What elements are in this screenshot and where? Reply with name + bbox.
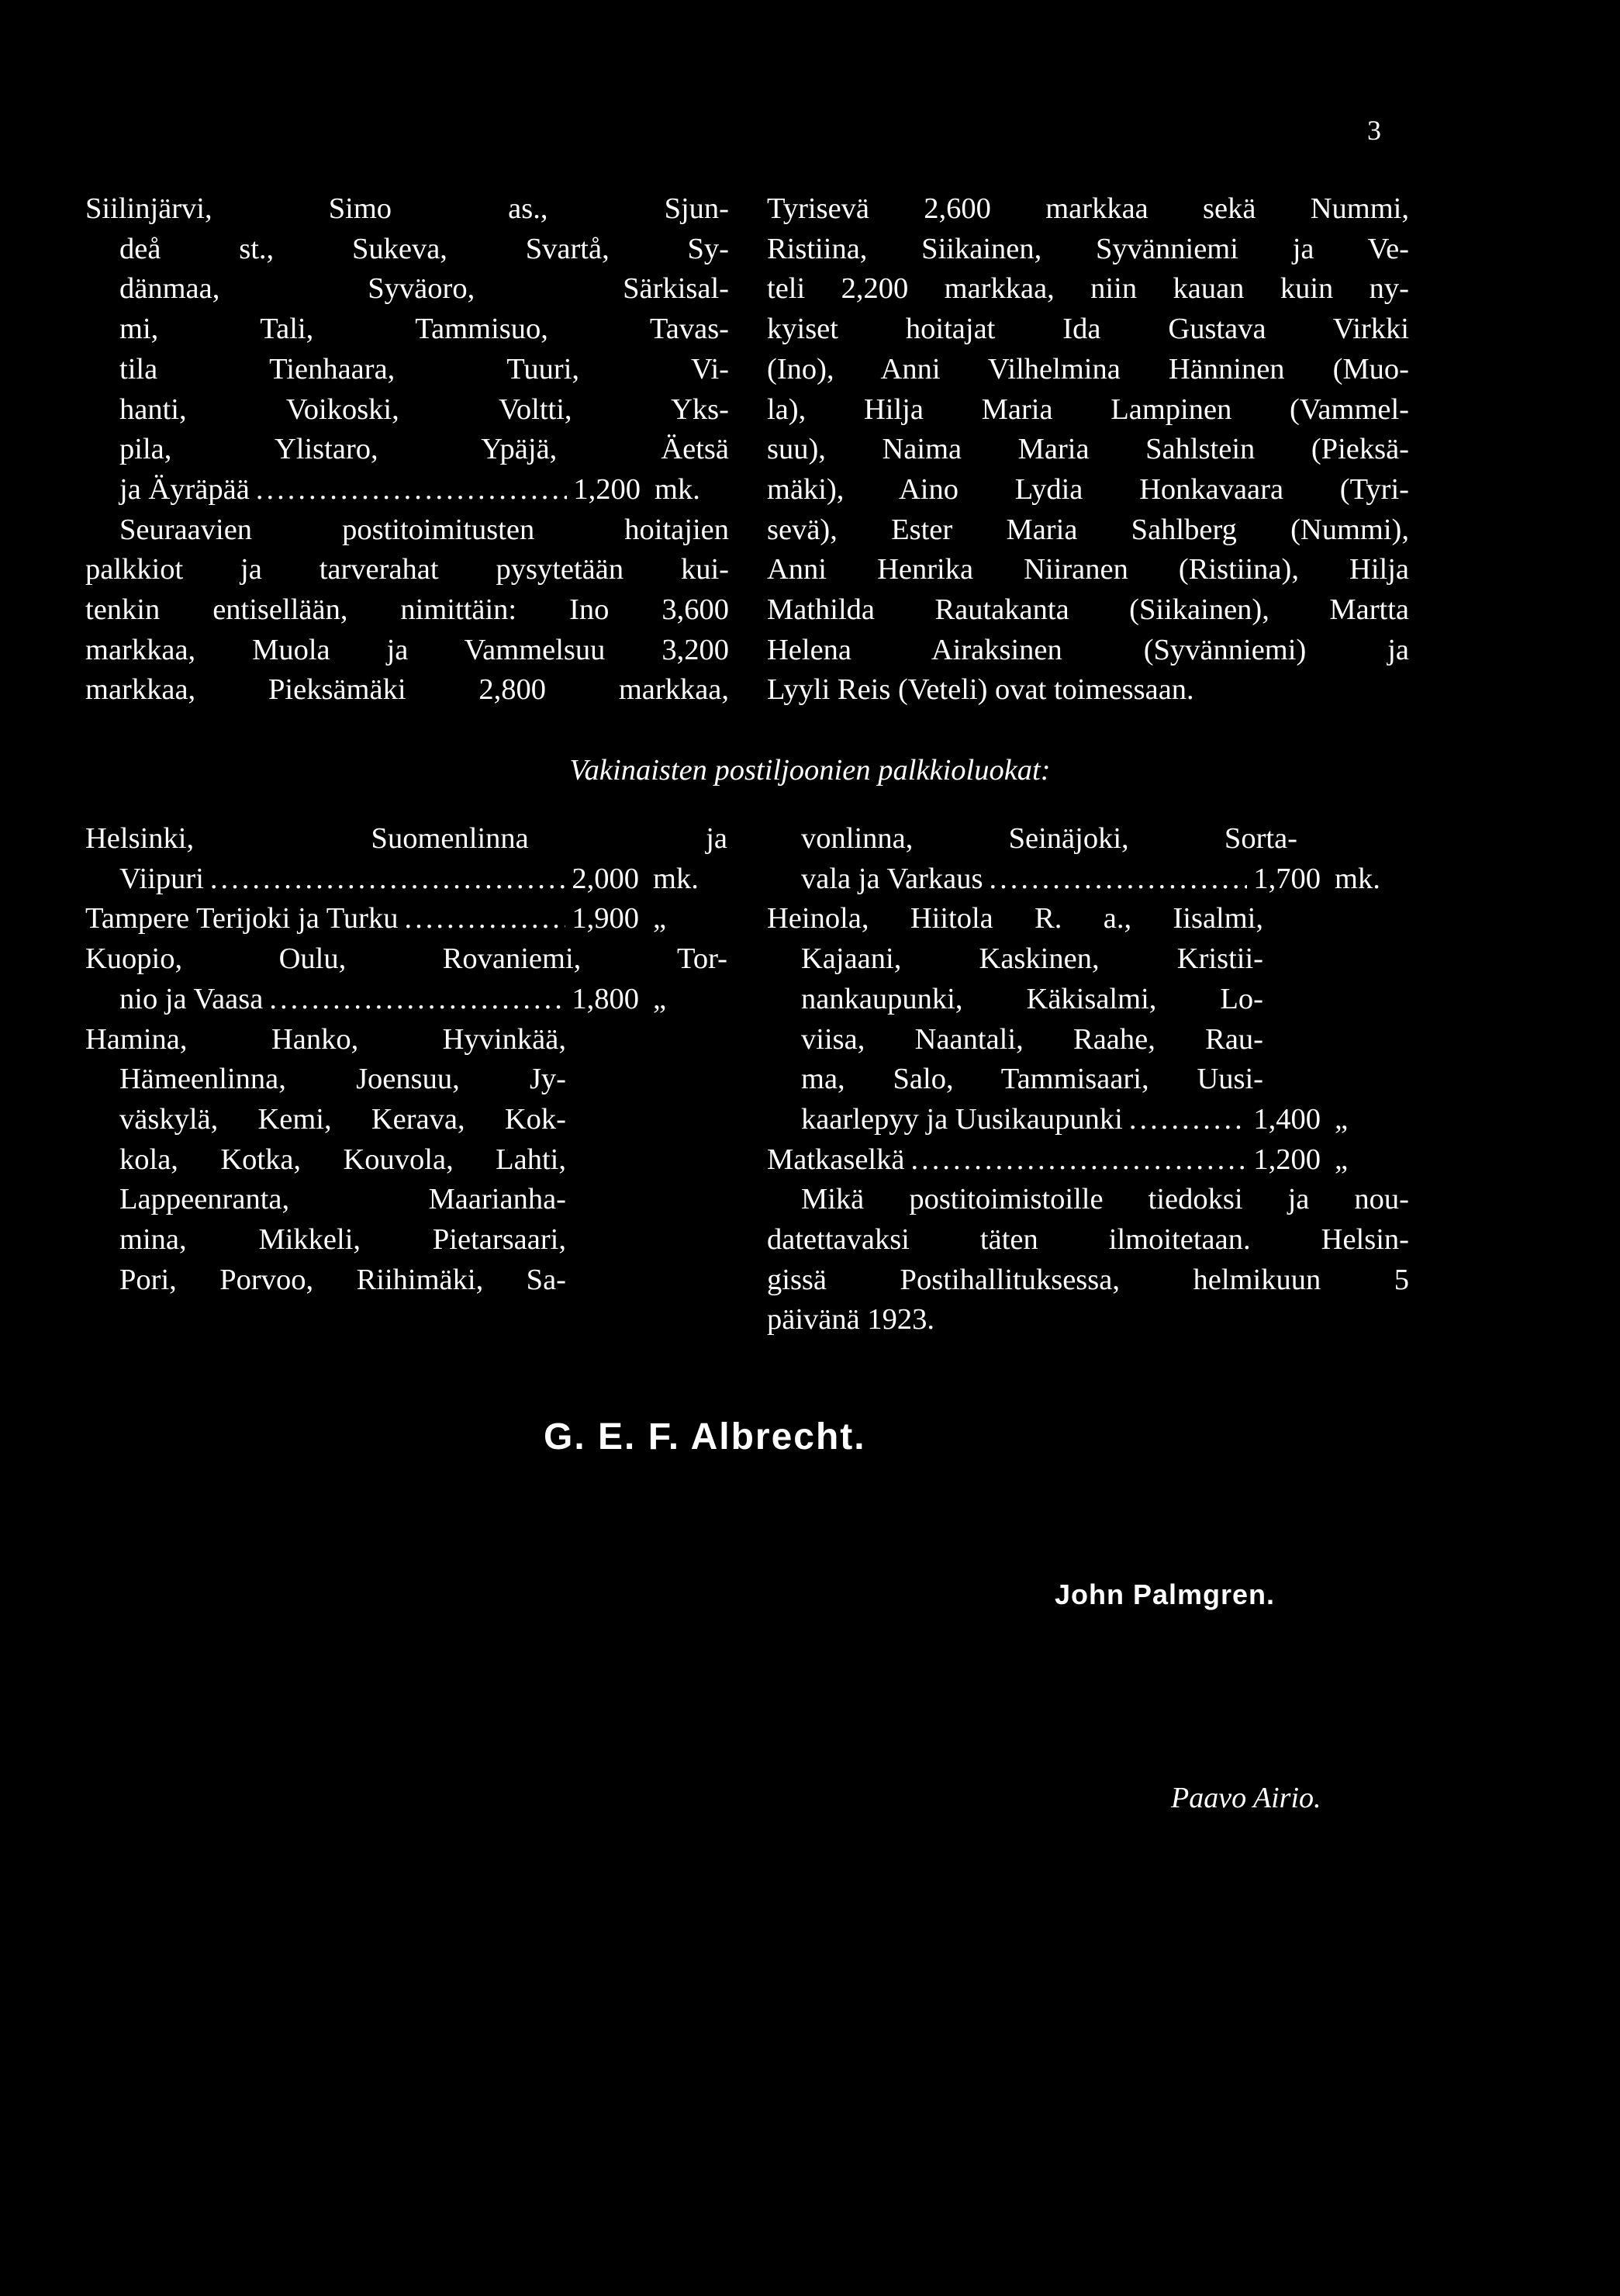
text-line: Hämeenlinna, Joensuu, Jy- — [119, 1063, 566, 1096]
fee-entry-unit: „ — [653, 982, 667, 1015]
left-column-top — [85, 189, 729, 711]
dot-leader — [256, 470, 568, 510]
text-line: suu), Naima Maria Sahlstein (Pieksä- — [767, 433, 1409, 466]
text-line: Seuraavien postitoimitusten hoitajien — [119, 513, 729, 546]
fee-entry-unit: „ — [653, 902, 667, 935]
text-line: Ristiina, Siikainen, Syvänniemi ja Ve- — [767, 232, 1409, 265]
page-number: 3 — [1367, 115, 1381, 146]
dot-leader — [989, 859, 1247, 900]
text-line: Kajaani, Kaskinen, Kristii- — [801, 942, 1263, 976]
fee-entry — [767, 1100, 1409, 1140]
text-line: kola, Kotka, Kouvola, Lahti, — [119, 1143, 566, 1176]
text-line: tenkin entisellään, nimittäin: Ino 3,600 — [85, 593, 729, 627]
fee-entry — [85, 859, 727, 900]
town-list — [767, 819, 1297, 859]
text-line: vonlinna, Seinäjoki, Sorta- — [801, 822, 1297, 855]
text-line: tila Tienhaara, Tuuri, Vi- — [119, 352, 729, 386]
fee-entry-label: nio ja Vaasa — [119, 982, 264, 1015]
text-line: Anni Henrika Niiranen (Ristiina), Hilja — [767, 553, 1409, 586]
text-line: kyiset hoitajat Ida Gustava Virkki — [767, 313, 1409, 346]
fee-entry-amount: 1,200 — [1253, 1143, 1321, 1176]
text-line: pila, Ylistaro, Ypäjä, Äetsä — [119, 433, 729, 466]
fee-entry-unit: „ — [1335, 1143, 1349, 1176]
fee-entry — [85, 470, 729, 510]
text-line: Kuopio, Oulu, Rovaniemi, Tor- — [85, 942, 727, 976]
text-line: (Ino), Anni Vilhelmina Hänninen (Muo- — [767, 352, 1409, 386]
right-column-bottom — [767, 819, 1409, 1340]
left-column-bottom — [85, 819, 727, 1300]
text-line: Hamina, Hanko, Hyvinkää, — [85, 1022, 566, 1056]
dot-leader — [910, 1140, 1247, 1181]
fee-entry — [767, 859, 1409, 900]
text-line: Siilinjärvi, Simo as., Sjun- — [85, 192, 729, 225]
signature-albrecht: G. E. F. Albrecht. — [544, 1416, 866, 1457]
fee-entry-label: Tampere Terijoki ja Turku — [85, 902, 399, 935]
fee-entry-amount: 1,900 — [572, 902, 639, 935]
text-line: Heinola, Hiitola R. a., Iisalmi, — [767, 902, 1263, 935]
fee-entry-amount: 1,700 — [1253, 862, 1321, 895]
fee-entry-label: kaarlepyy ja Uusikaupunki — [801, 1102, 1123, 1136]
text-line: Lyyli Reis (Veteli) ovat toimessaan. — [767, 673, 1194, 707]
town-list — [85, 1020, 566, 1301]
dot-leader — [404, 899, 565, 939]
fee-entry-unit: mk. — [1335, 862, 1380, 895]
text-line: Pori, Porvoo, Riihimäki, Sa- — [119, 1263, 566, 1296]
text-line: Tyrisevä 2,600 markkaa sekä Nummi, — [767, 192, 1409, 225]
signature-airio: Paavo Airio. — [1171, 1782, 1321, 1814]
text-line: palkkiot ja tarverahat pysytetään kui- — [85, 553, 729, 586]
fee-entry-unit: mk. — [655, 472, 700, 506]
fee-entry-unit: „ — [1335, 1102, 1349, 1136]
fee-entry-label: vala ja Varkaus — [801, 862, 983, 895]
fee-entry-unit: mk. — [653, 862, 699, 895]
text-line: mina, Mikkeli, Pietarsaari, — [119, 1223, 566, 1257]
text-line: Mathilda Rautakanta (Siikainen), Martta — [767, 593, 1409, 627]
text-line: Helsinki, Suomenlinna ja — [85, 822, 727, 855]
dot-leader — [269, 980, 565, 1020]
town-list — [767, 899, 1263, 1100]
fee-entry-amount: 1,800 — [572, 982, 639, 1015]
text-line: mäki), Aino Lydia Honkavaara (Tyri- — [767, 472, 1409, 506]
fee-entry-amount: 2,000 — [572, 862, 639, 895]
text-line: ma, Salo, Tammisaari, Uusi- — [801, 1063, 1263, 1096]
section-heading: Vakinaisten postiljoonien palkkioluokat: — [569, 754, 1051, 787]
signature-palmgren: John Palmgren. — [1055, 1578, 1276, 1610]
text-line: päivänä 1923. — [767, 1303, 934, 1336]
fee-entry-label: ja Äyräpää — [119, 472, 250, 506]
fee-entry-label: Viipuri — [119, 862, 204, 895]
text-line: markkaa, Pieksämäki 2,800 markkaa, — [85, 673, 729, 707]
text-line: hanti, Voikoski, Voltti, Yks- — [119, 392, 729, 426]
text-line: mi, Tali, Tammisuo, Tavas- — [119, 313, 729, 346]
fee-entry — [85, 980, 727, 1020]
dot-leader — [1129, 1100, 1248, 1140]
text-line: sevä), Ester Maria Sahlberg (Nummi), — [767, 513, 1409, 546]
fee-entry-label: Matkaselkä — [767, 1143, 905, 1176]
fee-entry-amount: 1,200 — [573, 472, 641, 506]
text-line: viisa, Naantali, Raahe, Rau- — [801, 1022, 1263, 1056]
text-line: dänmaa, Syväoro, Särkisal- — [119, 272, 729, 306]
text-line: Mikä postitoimistoille tiedoksi ja nou- — [801, 1183, 1409, 1216]
text-line: teli 2,200 markkaa, niin kauan kuin ny- — [767, 272, 1409, 306]
fee-entry — [85, 899, 727, 939]
text-line: väskylä, Kemi, Kerava, Kok- — [119, 1102, 566, 1136]
text-line: Lappeenranta, Maarianha- — [119, 1183, 566, 1216]
text-line: gissä Postihallituksessa, helmikuun 5 — [767, 1263, 1409, 1296]
text-line: datettavaksi täten ilmoitetaan. Helsin- — [767, 1223, 1409, 1257]
right-column-top — [767, 189, 1409, 711]
fee-entry — [767, 1140, 1409, 1181]
text-line: markkaa, Muola ja Vammelsuu 3,200 — [85, 633, 729, 666]
text-line: nankaupunki, Käkisalmi, Lo- — [801, 982, 1263, 1015]
text-line: Helena Airaksinen (Syvänniemi) ja — [767, 633, 1409, 666]
fee-entry-amount: 1,400 — [1253, 1102, 1321, 1136]
text-line: la), Hilja Maria Lampinen (Vammel- — [767, 392, 1409, 426]
dot-leader — [210, 859, 565, 900]
text-line: deå st., Sukeva, Svartå, Sy- — [119, 232, 729, 265]
